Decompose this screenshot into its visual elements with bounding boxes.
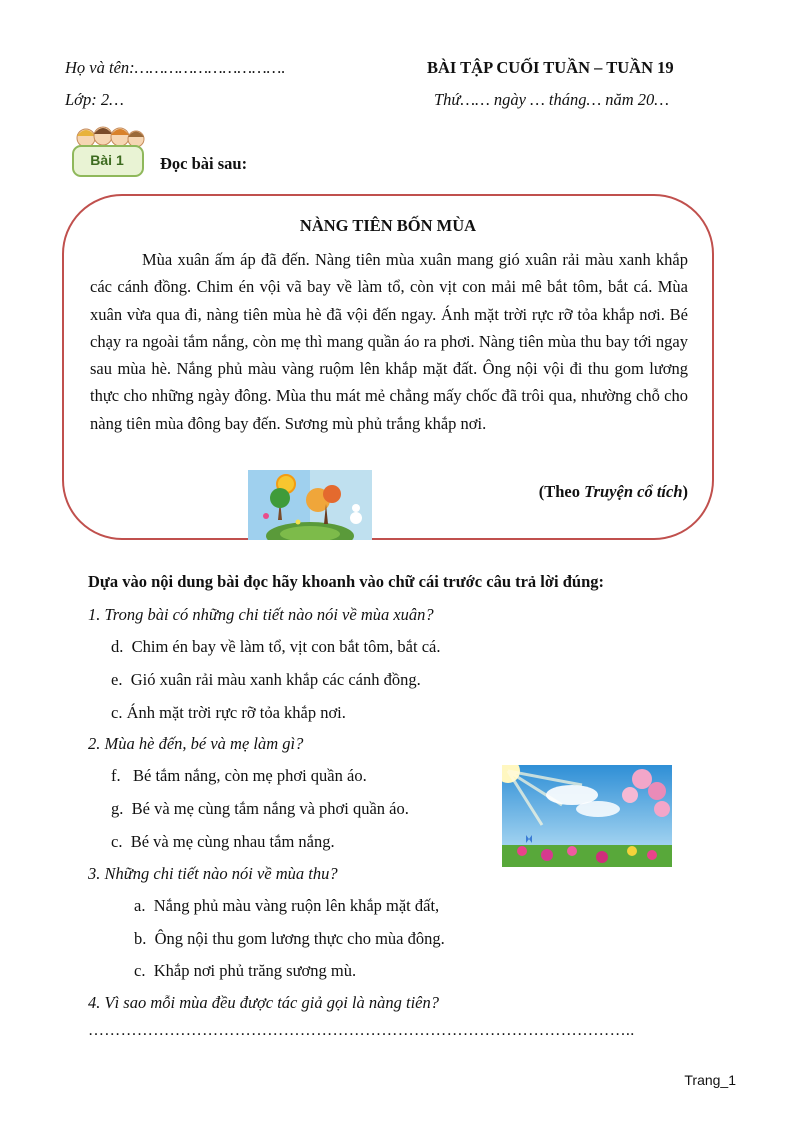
badge-label: Bài 1 — [90, 152, 124, 168]
spring-scene-illustration — [502, 765, 672, 867]
q2-option-g[interactable] — [111, 799, 409, 819]
story-title: NÀNG TIÊN BỐN MÙA — [299, 216, 477, 235]
option-letter[interactable]: c. — [111, 832, 123, 851]
worksheet-title: BÀI TẬP CUỐI TUẦN – TUẦN 19 — [427, 58, 674, 77]
exercise-instruction: Đọc bài sau: — [160, 154, 248, 173]
option-text: Chim én bay về làm tổ, vịt con bắt tôm, bắt cá. — [131, 637, 441, 656]
option-letter[interactable]: e. — [111, 670, 123, 689]
question-4: 4. Vì sao mỗi mùa đều được tác giả gọi là nàng tiên? — [88, 993, 439, 1012]
story-body — [90, 246, 688, 437]
task-instruction: Dựa vào nội dung bài đọc hãy khoanh vào chữ cái trước câu trả lời đúng: — [88, 572, 605, 591]
q3-option-c[interactable] — [134, 961, 356, 981]
source-prefix: (Theo — [538, 482, 585, 501]
option-text: Ông nội thu gom lương thực cho mùa đông. — [154, 929, 445, 948]
class-field[interactable]: Lớp: 2… — [65, 90, 124, 109]
answer-line[interactable]: ……………………………………………………………………………………….. — [88, 1022, 635, 1039]
option-text: Gió xuân rải màu xanh khắp các cánh đồng. — [130, 670, 421, 689]
date-field[interactable]: Thứ…… ngày … tháng… năm 20… — [434, 90, 669, 109]
option-letter[interactable]: c. — [111, 703, 123, 722]
four-seasons-illustration — [248, 470, 372, 540]
q2-option-f[interactable] — [111, 766, 367, 786]
q1-option-d[interactable] — [111, 637, 440, 657]
question-2: 2. Mùa hè đến, bé và mẹ làm gì? — [88, 734, 304, 753]
source-suffix: ) — [682, 482, 688, 501]
option-text: Ánh mặt trời rực rỡ tỏa khắp nơi. — [126, 703, 346, 722]
q2-option-c[interactable] — [111, 832, 335, 852]
story-paragraph: Mùa xuân ấm áp đã đến. Nàng tiên mùa xuân mang gió xuân rải màu xanh khắp các cánh đồng. Chim én vội vã bay về làm tổ, còn vịt con mải mê bắt tôm, bắt cá. Mùa xuân vừa qua đi, nàng tiên mùa hè đã vội đến ngay. Ánh mặt trời rực rỡ tỏa khắp nơi. Bé chạy ra ngoài tắm nắng, còn mẹ thì mang quần áo ra phơi. Nàng tiên mùa thu bay tới ngay sau mùa hè. Nắng phủ màu vàng ruộm lên khắp mặt đất. Ông nội vội đi thu gom lương thực cho những ngày đông. Mùa thu mát mẻ chẳng mấy chốc đã trôi qua, nhường chỗ cho nàng tiên mùa đông bay đến. Sương mù phủ trắng khắp nơi. — [90, 250, 688, 433]
question-3: 3. Những chi tiết nào nói về mùa thu? — [88, 864, 338, 883]
option-text: Bé tắm nắng, còn mẹ phơi quần áo. — [133, 766, 367, 785]
option-text: Bé và mẹ cùng nhau tắm nắng. — [130, 832, 335, 851]
exercise-badge — [70, 124, 150, 182]
option-letter[interactable]: g. — [111, 799, 124, 818]
question-1: 1. Trong bài có những chi tiết nào nói về mùa xuân? — [88, 605, 434, 624]
q3-option-b[interactable] — [134, 929, 445, 949]
source-book: Truyện cổ tích — [584, 482, 683, 501]
option-letter[interactable]: b. — [134, 929, 147, 948]
student-name-field[interactable]: Họ và tên:…………………………. — [65, 58, 286, 77]
q3-option-a[interactable] — [134, 896, 439, 916]
page-number: Trang_1 — [684, 1072, 736, 1088]
option-letter[interactable]: f. — [111, 766, 121, 785]
option-letter[interactable]: c. — [134, 961, 146, 980]
option-letter[interactable]: a. — [134, 896, 146, 915]
q1-option-e[interactable] — [111, 670, 421, 690]
option-letter[interactable]: d. — [111, 637, 124, 656]
option-text: Nắng phủ màu vàng ruộn lên khắp mặt đất, — [153, 896, 440, 915]
option-text: Khắp nơi phủ trăng sương mù. — [153, 961, 357, 980]
q1-option-c[interactable] — [111, 703, 346, 723]
option-text: Bé và mẹ cùng tắm nắng và phơi quần áo. — [131, 799, 409, 818]
story-source — [90, 482, 688, 502]
